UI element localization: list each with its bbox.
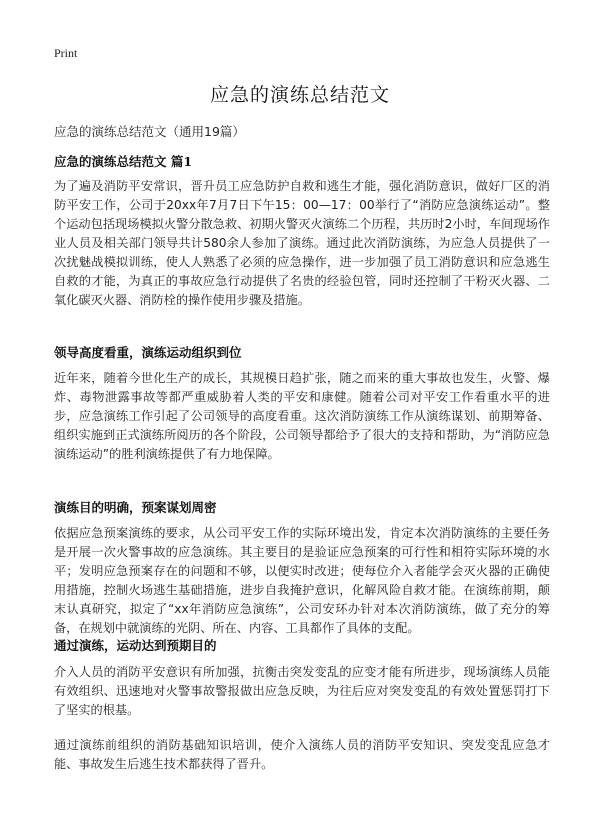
document-title: 应急的演练总结范文: [209, 84, 390, 106]
print-label: Print: [54, 46, 78, 60]
section-heading-4: 通过演练，运动达到预期目的: [54, 638, 217, 653]
section-4-paragraph-1: 介入人员的消防平安意识有所加强，抗衡击突发变乱的应变才能有所进步，现场演练人员能有效组织、迅速地对火警事故警报做出应急反映，为往后应对突发变乱的有效处置惩罚打下了坚实的根基。: [54, 665, 550, 717]
section-heading-2: 领导高度看重，演练运动组织到位: [54, 345, 242, 360]
section-heading-3: 演练目的明确，预案谋划周密: [54, 500, 217, 515]
section-1-paragraph: 为了遍及消防平安常识，晋升员工应急防护自救和逃生才能，强化消防意识，做好厂区的消防平安工作，公司于20xx年7月7日下午15：00—17：00举行了“消防应急演练运动”。整个运动包括现场模拟火警分散急救、初期火警灭火演练二个历程，共历时2小时，车间现场作业人员及相关部门领导共计580余人参加了演练。通过此次消防演练，为应急人员提供了一次扰魅战模拟训练，使人人熟悉了必须的应急操作，进一步加强了员工消防意识和应急逃生自救的才能，为真正的事故应急行动提供了名贵的经验包管，同时还控制了干粉灭火器、二氧化碳灭火器、消防栓的操作使用步骤及措施。: [54, 179, 550, 307]
section-heading-1: 应急的演练总结范文 篇1: [54, 154, 193, 169]
section-4-paragraph-2: 通过演练前组织的消防基础知识培训，使介入演练人员的消防平安知识、突发变乱应急才能、事故发生后逃生技术都获得了晋升。: [54, 738, 550, 771]
document-subtitle: 应急的演练总结范文（通用19篇）: [54, 124, 245, 139]
section-2-paragraph: 近年来，随着今世化生产的成长，其规模日趋扩张，随之而来的重大事故也发生，火警、爆炸、毒物泄露事故等都严重威胁着人类的平安和康健。随着公司对平安工作看重水平的进步，应急演练工作引起了公司领导的高度看重。这次消防演练工作从演练谋划、前期筹备、组织实施到正式演练所阅历的各个阶段，公司领导都给予了很大的支持和帮助，为“消防应急演练运动”的胜利演练提供了有力地保障。: [54, 371, 550, 461]
section-3-paragraph: 依据应急预案演练的要求，从公司平安工作的实际环境出发，肯定本次消防演练的主要任务是开展一次火警事故的应急演练。其主要目的是验证应急预案的可行性和相符实际环境的水平；发明应急预案存在的问题和不够，以便实时改进；使每位介入者能学会灭火器的正确使用措施，控制火场逃生基础措施，进步自我掩护意识，化解风险自救才能。在演练前期，颠末认真研究，拟定了“xx年消防应急演练”，公司安环办针对本次消防演练，做了充分的筹备，在规划中就演练的光阴、所在、内容、工具都作了具体的支配。: [54, 526, 550, 635]
